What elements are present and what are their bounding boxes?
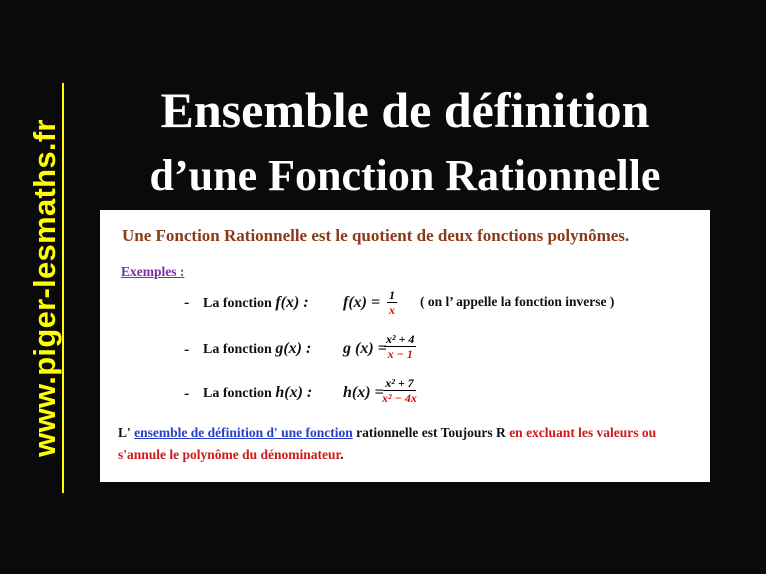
- examples-heading: Exemples :: [121, 264, 185, 279]
- side-url-link[interactable]: www.piger-lesmaths.fr: [28, 83, 64, 493]
- denominator: x: [389, 303, 395, 317]
- fraction: [382, 376, 417, 406]
- definition-text: Une Fonction Rationnelle est le quotient de deux fonctions polynômes.: [122, 226, 630, 245]
- conclusion-red-text: en excluant les valeurs ou s'annule le polynôme du dénominateur: [118, 425, 657, 462]
- bullet-dash: -: [184, 294, 190, 311]
- numerator: x² + 7: [385, 376, 414, 390]
- fraction: [387, 288, 397, 318]
- example-label: La fonction g(x) :: [203, 340, 312, 357]
- bullet-dash: -: [184, 341, 190, 358]
- example-note: ( on l’ appelle la fonction inverse ): [420, 294, 615, 309]
- fraction: [384, 332, 416, 362]
- equation-lhs: f(x) =: [343, 294, 381, 311]
- equation-lhs: g (x) =: [343, 340, 387, 357]
- equation-lhs: h(x) =: [343, 384, 384, 401]
- conclusion-text: [118, 422, 703, 466]
- denominator: x − 1: [387, 347, 413, 361]
- content-card: [100, 210, 710, 482]
- example-label: La fonction h(x) :: [203, 384, 313, 401]
- bullet-dash: -: [184, 385, 190, 402]
- conclusion-middle: rationnelle est Toujours R: [356, 425, 506, 440]
- conclusion-prefix: L': [118, 425, 131, 440]
- numerator: x² + 4: [386, 332, 415, 346]
- denominator: x² − 4x: [382, 391, 417, 405]
- numerator: 1: [389, 288, 395, 302]
- page-title-line1: Ensemble de définition: [160, 82, 650, 138]
- definition-link[interactable]: ensemble de définition d' une fonction: [134, 425, 353, 440]
- conclusion-end: .: [340, 447, 344, 462]
- example-label: La fonction f(x) :: [203, 294, 309, 311]
- page-title-line2: d’une Fonction Rationnelle: [149, 151, 661, 200]
